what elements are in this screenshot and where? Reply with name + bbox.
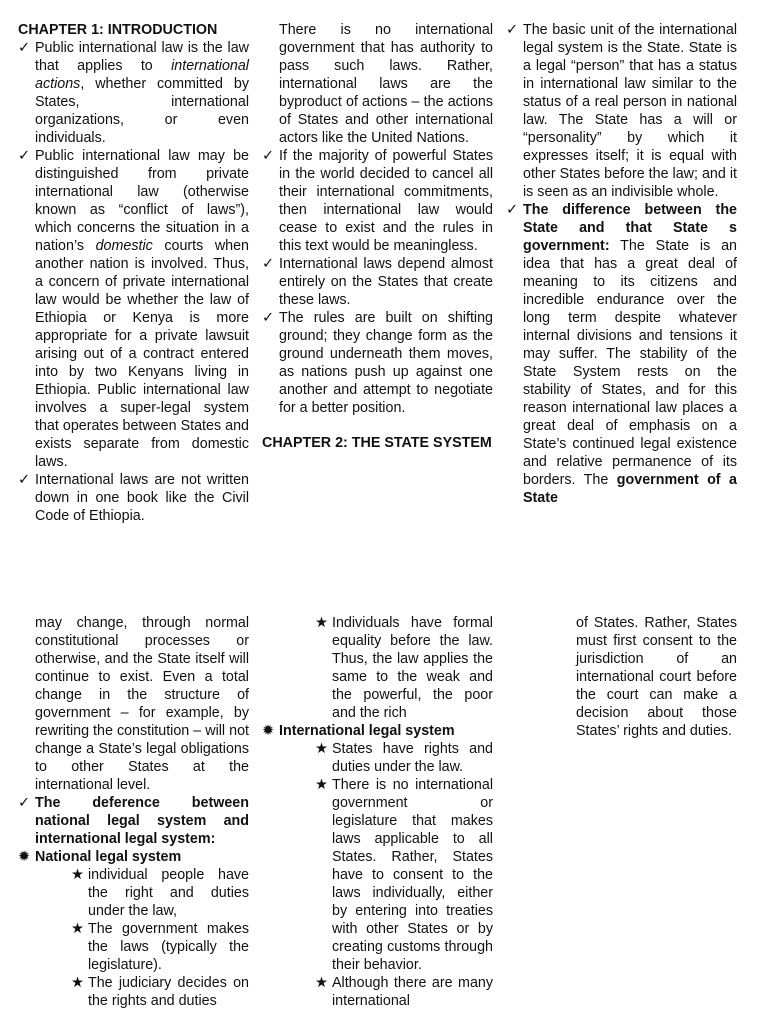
list-item: ✓ The difference between the State and that State s government: The State is an idea that has a great deal of meaning to its citizens and incredible endurance over the long term despite whatever internal divisions and tensions it may suffer. The stability of the State System rests on the stability of States, and for this reason international law places a great deal of emphasis on a State’s continued legal existence and relative permanence of its borders. The government of a State	[506, 202, 737, 506]
chapter-2-heading: CHAPTER 2: THE STATE SYSTEM	[262, 435, 492, 451]
burst-icon: ✹	[18, 849, 30, 865]
list-item: ✓ Public international law may be distinguished from private international law (otherwise known as “conflict of laws”), which concerns the situation in a nation’s domestic courts when another nation is involved. Thus, a concern of private international law would be whether the law of Ethiopia or Kenya is more appropriate for a private lawsuit arising out of a contract entered into by two Kenyans living in Ethiopia. Public international law involves a super-legal system that operates between States and exists separate from domestic laws.	[18, 148, 249, 470]
list-item: ✓ The deference between national legal system and international legal system:	[18, 795, 249, 847]
list-item: ✓ Public international law is the law that applies to international actions, whether committed by States, international organizations, or even individuals.	[18, 40, 249, 146]
list-item: ★ The government makes the laws (typically the legislature).	[71, 921, 249, 973]
list-item: ★ States have rights and duties under the law.	[315, 741, 493, 775]
check-icon: ✓	[506, 22, 518, 38]
check-icon: ✓	[262, 256, 274, 272]
list-item: ✓ If the majority of powerful States in the world decided to cancel all their international commitments, then international law would cease to exist and the rules in this text would be meaningless.	[262, 148, 493, 254]
check-icon: ✓	[18, 472, 30, 488]
check-icon: ✓	[262, 310, 274, 326]
top-column-2	[262, 21, 493, 452]
chapter-1-heading: CHAPTER 1: INTRODUCTION	[18, 22, 218, 38]
paragraph: may change, through normal constitutional processes or otherwise, and the State itself will continue to exist. Even a total change in the structure of government – for example, by rewriting the constitution – will not change a State’s legal obligations to other States at the international level.	[35, 615, 249, 793]
list-item: ★ The judiciary decides on the rights and duties	[71, 975, 249, 1009]
star-icon: ★	[315, 975, 328, 991]
check-icon: ✓	[18, 40, 30, 56]
list-item: ✹ International legal system	[262, 723, 455, 739]
check-icon: ✓	[506, 202, 518, 218]
list-item: ★ There is no international government or legislature that makes laws applicable to all States. Rather, States have to consent to the laws individually, either by entering into treaties with other States or by creating customs through their behavior.	[315, 777, 493, 973]
star-list	[18, 866, 249, 1010]
check-icon: ✓	[18, 148, 30, 164]
list-item: ✓ The rules are built on shifting ground; they change form as the ground underneath them moves, as nations push up against one another and attempt to negotiate for a better position.	[262, 310, 493, 416]
star-icon: ★	[315, 741, 328, 757]
top-column-3	[506, 21, 737, 507]
paragraph: There is no international government that has authority to pass such laws. Rather, international laws are the byproduct of actions – the actions of States and other international actors like the United Nations.	[279, 22, 493, 146]
star-icon: ★	[71, 921, 84, 937]
list-item: ✓ The basic unit of the international legal system is the State. State is a legal “person” that has a status in international law similar to the status of a real person in national law. The State has a will or “personality” by which it expresses itself; it is equal with other States before the law; and it is seen as an indivisible whole.	[506, 22, 737, 200]
bottom-column-2	[262, 614, 493, 1010]
star-icon: ★	[315, 777, 328, 793]
list-item: ★ Individuals have formal equality before the law. Thus, the law applies the same to the weak and the powerful, the poor and the rich	[315, 615, 493, 721]
star-icon: ★	[315, 615, 328, 631]
star-list	[262, 740, 493, 1010]
list-item: ★ individual people have the right and duties under the law,	[71, 867, 249, 919]
top-column-1	[18, 21, 249, 525]
bottom-column-3	[576, 614, 737, 740]
burst-icon: ✹	[262, 723, 274, 739]
star-icon: ★	[71, 867, 84, 883]
bottom-column-1	[18, 614, 249, 1010]
list-item: ★ Although there are many international	[315, 975, 493, 1009]
list-item: ✓ International laws are not written down in one book like the Civil Code of Ethiopia.	[18, 472, 249, 524]
star-list	[262, 614, 493, 722]
paragraph: of States. Rather, States must first consent to the jurisdiction of an international court before the court can make a decision about those States’ rights and duties.	[576, 615, 737, 739]
list-item: ✓ International laws depend almost entirely on the States that create these laws.	[262, 256, 493, 308]
star-icon: ★	[71, 975, 84, 991]
list-item: ✹ National legal system	[18, 849, 182, 865]
check-icon: ✓	[262, 148, 274, 164]
check-icon: ✓	[18, 795, 30, 811]
